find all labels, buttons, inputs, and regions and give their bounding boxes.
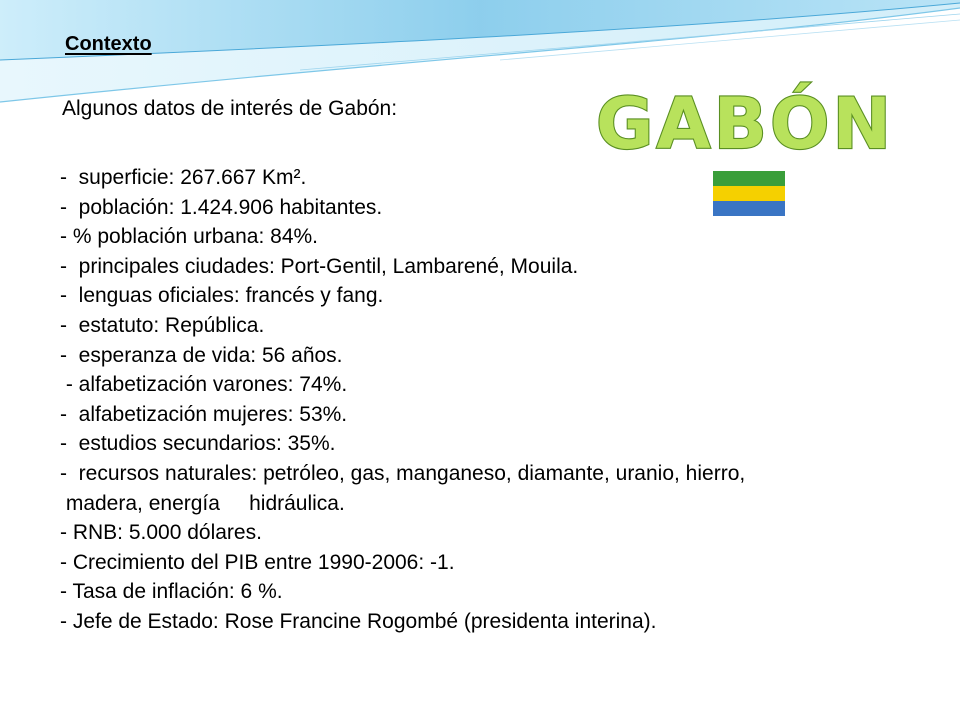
country-title	[595, 78, 895, 168]
fact-item: - estudios secundarios: 35%.	[60, 432, 336, 456]
country-title-text: GABÓN	[595, 83, 895, 165]
facts-list	[60, 163, 745, 637]
fact-item: - Jefe de Estado: Rose Francine Rogombé (presidenta interina).	[60, 609, 657, 633]
fact-item: - % población urbana: 84%.	[60, 225, 318, 249]
intro-text: Algunos datos de interés de Gabón:	[62, 97, 398, 120]
fact-item: - alfabetización varones: 74%.	[60, 373, 348, 397]
fact-item: - RNB: 5.000 dólares.	[60, 521, 262, 545]
fact-item: - estatuto: República.	[60, 313, 265, 337]
fact-item: - alfabetización mujeres: 53%.	[60, 402, 348, 426]
fact-item: - recursos naturales: petróleo, gas, manganeso, diamante, uranio, hierro,	[60, 461, 746, 485]
fact-item: - Tasa de inflación: 6 %.	[60, 580, 283, 604]
fact-item: - superficie: 267.667 Km².	[60, 166, 307, 189]
fact-item: - población: 1.424.906 habitantes.	[60, 195, 383, 219]
fact-item: - Crecimiento del PIB entre 1990-2006: -1.	[60, 550, 455, 574]
fact-item: - principales ciudades: Port-Gentil, Lambarené, Mouila.	[60, 254, 579, 278]
fact-item: madera, energía hidráulica.	[60, 491, 345, 515]
fact-item: - esperanza de vida: 56 años.	[60, 343, 343, 367]
fact-item: - lenguas oficiales: francés y fang.	[60, 284, 384, 308]
section-heading: Contexto	[65, 33, 152, 55]
